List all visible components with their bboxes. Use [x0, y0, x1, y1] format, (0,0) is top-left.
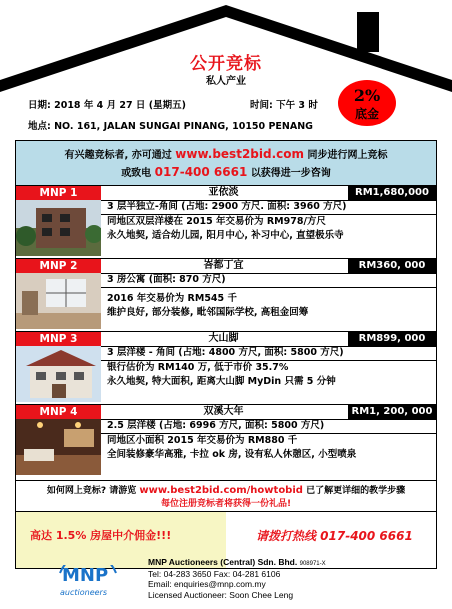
listing-details — [101, 273, 436, 320]
listings-frame — [15, 140, 437, 569]
listing-mnp-3 — [16, 331, 436, 404]
listing-mnp-2 — [16, 258, 436, 331]
listing-price: RM360, 000 — [348, 259, 436, 273]
notice-text-2: 同步进行网上竞标 — [307, 150, 388, 161]
howto-text-1: 如何网上竞标? 请游览 — [46, 486, 137, 496]
notice-text-4: 以获得进一步咨询 — [250, 168, 331, 179]
company-email: Email: enquiries@mnp.com.my — [148, 579, 266, 590]
page-title: 公开竞标 — [190, 54, 262, 74]
listing-detail-line: 3 层半独立-角间 (占地: 2900 方尺. 面积: 3960 方尺) — [101, 200, 436, 215]
company-info — [148, 557, 326, 600]
listing-mnp-4 — [16, 404, 436, 479]
listing-id: MNP 4 — [16, 405, 101, 419]
listing-id: MNP 3 — [16, 332, 101, 346]
listing-id: MNP 2 — [16, 259, 101, 273]
howto-line — [16, 480, 436, 496]
notice-text-3: 或致电 — [121, 168, 152, 179]
notice-text-1: 有兴趣竞标者, 亦可通过 — [64, 150, 172, 161]
deposit-label: 底金 — [354, 107, 379, 121]
listing-header — [16, 185, 436, 201]
listing-detail-line: 永久地契, 适合幼儿园, 阳月中心, 补习中心, 直望极乐寺 — [107, 230, 344, 241]
listing-price: RM1, 200, 000 — [348, 405, 436, 419]
listing-header — [16, 331, 436, 347]
listing-mnp-1 — [16, 185, 436, 258]
page-subtitle: 私人产业 — [206, 76, 246, 87]
auction-date: 日期: 2018 年 4 月 27 日 (星期五) — [28, 100, 186, 111]
hotline-text: 请拨打热线 017-400 6661 — [256, 529, 413, 543]
notice-phone: 017-400 6661 — [154, 165, 248, 179]
listing-name: 大山脚 — [208, 333, 239, 344]
listing-detail-line: 永久地契, 特大面积, 距离大山脚 MyDin 只需 5 分钟 — [107, 376, 336, 387]
listing-detail-line: 维护良好, 部分装修, 毗邻国际学校, 高租金回筹 — [107, 307, 309, 318]
property-photo — [16, 273, 101, 329]
company-tel-fax: Tel: 04-283 3650 Fax: 04-281 6106 — [148, 569, 281, 580]
logo-text: MNP — [62, 565, 109, 586]
listing-detail-line: 同地区小面积 2015 年交易价为 RM880 千 — [107, 435, 298, 446]
auction-location: 地点: NO. 161, JALAN SUNGAI PINANG, 10150 PENANG — [28, 121, 313, 132]
notice-url-link[interactable]: www.best2bid.com — [175, 147, 304, 161]
company-name: MNP Auctioneers (Central) Sdn. Bhd. — [148, 557, 298, 567]
listing-detail-line: 银行估价为 RM140 万, 低于市价 35.7% — [107, 362, 289, 373]
listing-detail-line: 3 层洋楼 - 角间 (占地: 4800 方尺, 面积: 5800 方尺) — [101, 346, 436, 361]
listing-id: MNP 1 — [16, 186, 101, 200]
listing-details — [101, 200, 436, 243]
listing-name: 亚依淡 — [208, 187, 239, 198]
property-photo — [16, 419, 101, 475]
online-bid-notice — [16, 141, 436, 186]
auction-time: 时间: 下午 3 时 — [250, 100, 318, 111]
logo-subtext: auctioneers — [60, 588, 107, 597]
company-licensed: Licensed Auctioneer: Soon Chee Leng — [148, 589, 294, 600]
property-photo — [16, 200, 101, 256]
commission-text: 高达 1.5% 房屋中介佣金!!! — [30, 529, 172, 542]
listing-detail-line: 同地区双层洋楼在 2015 年交易价为 RM978/方尺 — [107, 216, 326, 227]
deposit-percent: 2% — [353, 86, 381, 105]
howto-text-2: 已了解更详细的教学步骤 — [306, 486, 406, 496]
listing-header — [16, 404, 436, 420]
deposit-badge — [338, 80, 396, 126]
gift-notice: 每位注册竞标者将获得一份礼品! — [160, 499, 292, 509]
mnp-logo — [56, 565, 122, 601]
howto-url-link[interactable]: www.best2bid.com/howtobid — [139, 485, 303, 496]
property-photo — [16, 346, 101, 402]
listing-details — [101, 419, 436, 462]
company-reg: 908971-X — [299, 561, 326, 567]
listing-price: RM899, 000 — [348, 332, 436, 346]
listing-detail-line: 2.5 层洋楼 (占地: 6996 方尺, 面积: 5800 方尺) — [101, 419, 436, 434]
listing-detail-line: 2016 年交易价为 RM545 千 — [107, 293, 237, 304]
listing-header — [16, 258, 436, 274]
listing-detail-line: 全间装修豪华高雅, 卡拉 ok 房, 设有私人休憩区, 小型喷泉 — [107, 449, 357, 460]
listing-details — [101, 346, 436, 389]
listing-detail-line: 3 房公寓 (面积: 870 方尺) — [101, 273, 436, 288]
listing-price: RM1,680,000 — [348, 186, 436, 200]
listing-name: 峇都丁宜 — [203, 260, 244, 271]
listing-name: 双溪大年 — [203, 406, 244, 417]
